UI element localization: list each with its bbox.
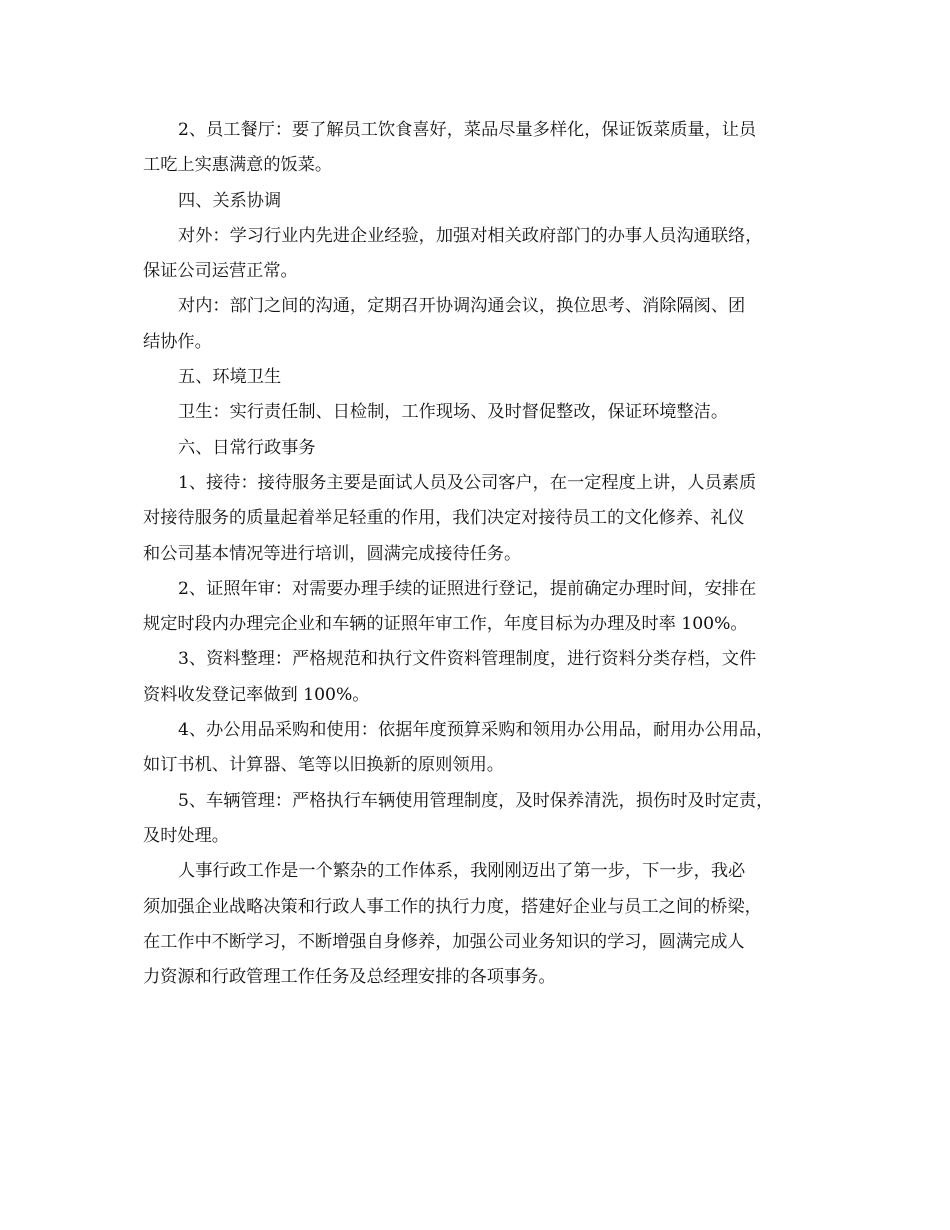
section-heading: 五、环境卫生 xyxy=(178,367,282,388)
paragraph-hygiene xyxy=(143,395,823,430)
text-line: 2、员工餐厅：要了解员工饮食喜好，菜品尽量多样化，保证饭菜质量，让员 xyxy=(178,120,757,140)
text-line: 对外：学习行业内先进企业经验，加强对相关政府部门的办事人员沟通联络， xyxy=(178,225,763,246)
paragraph-internal xyxy=(143,289,823,360)
section-heading: 四、关系协调 xyxy=(178,190,282,211)
text-line: 资料收发登记率做到 100%。 xyxy=(143,684,370,705)
text-line: 和公司基本情况等进行培训，圆满完成接待任务。 xyxy=(143,543,522,564)
paragraph-reception xyxy=(143,466,823,572)
text-line: 对接待服务的质量起着举足轻重的作用，我们决定对接待员工的文化修养、礼仪 xyxy=(143,508,745,529)
text-line: 对内：部门之间的沟通，定期召开协调沟通会议，换位思考、消除隔阂、团 xyxy=(178,296,746,317)
text-line: 卫生：实行责任制、日检制，工作现场、及时督促整改，保证环境整洁。 xyxy=(178,402,729,423)
text-line: 2、证照年审：对需要办理手续的证照进行登记，提前确定办理时间，安排在 xyxy=(178,578,757,599)
text-line: 1、接待：接待服务主要是面试人员及公司客户，在一定程度上讲，人员素质 xyxy=(178,472,757,493)
text-line: 规定时段内办理完企业和车辆的证照年审工作，年度目标为办理及时率 100%。 xyxy=(143,614,748,635)
text-line: 工吃上实惠满意的饭菜。 xyxy=(143,155,333,176)
text-line: 力资源和行政管理工作任务及总经理安排的各项事务。 xyxy=(143,967,556,988)
text-line: 如订书机、计算器、笔等以旧换新的原则领用。 xyxy=(143,755,504,776)
paragraph-license-review xyxy=(143,572,823,643)
paragraph-canteen xyxy=(143,113,823,184)
text-line: 及时处理。 xyxy=(143,825,229,846)
text-line: 保证公司运营正常。 xyxy=(143,261,298,282)
text-line: 5、车辆管理：严格执行车辆使用管理制度，及时保养清洗，损伤时及时定责， xyxy=(178,790,774,811)
paragraph-conclusion xyxy=(143,854,823,995)
heading-environment xyxy=(143,360,823,395)
document-body xyxy=(143,113,823,995)
paragraph-office-supplies xyxy=(143,713,823,784)
text-line: 须加强企业战略决策和行政人事工作的执行力度，搭建好企业与员工之间的桥梁， xyxy=(143,896,762,917)
text-line: 结协作。 xyxy=(143,331,212,352)
text-line: 在工作中不断学习，不断增强自身修养，加强公司业务知识的学习，圆满完成人 xyxy=(143,931,745,952)
section-heading: 六、日常行政事务 xyxy=(178,437,316,458)
paragraph-documents xyxy=(143,642,823,713)
text-line: 人事行政工作是一个繁杂的工作体系，我刚刚迈出了第一步，下一步，我必 xyxy=(178,861,746,882)
paragraph-vehicles xyxy=(143,784,823,855)
text-line: 3、资料整理：严格规范和执行文件资料管理制度，进行资料分类存档，文件 xyxy=(178,649,757,670)
heading-relations xyxy=(143,184,823,219)
heading-admin-affairs xyxy=(143,431,823,466)
text-line: 4、办公用品采购和使用：依据年度预算采购和领用办公用品，耐用办公用品， xyxy=(178,720,774,741)
paragraph-external xyxy=(143,219,823,290)
